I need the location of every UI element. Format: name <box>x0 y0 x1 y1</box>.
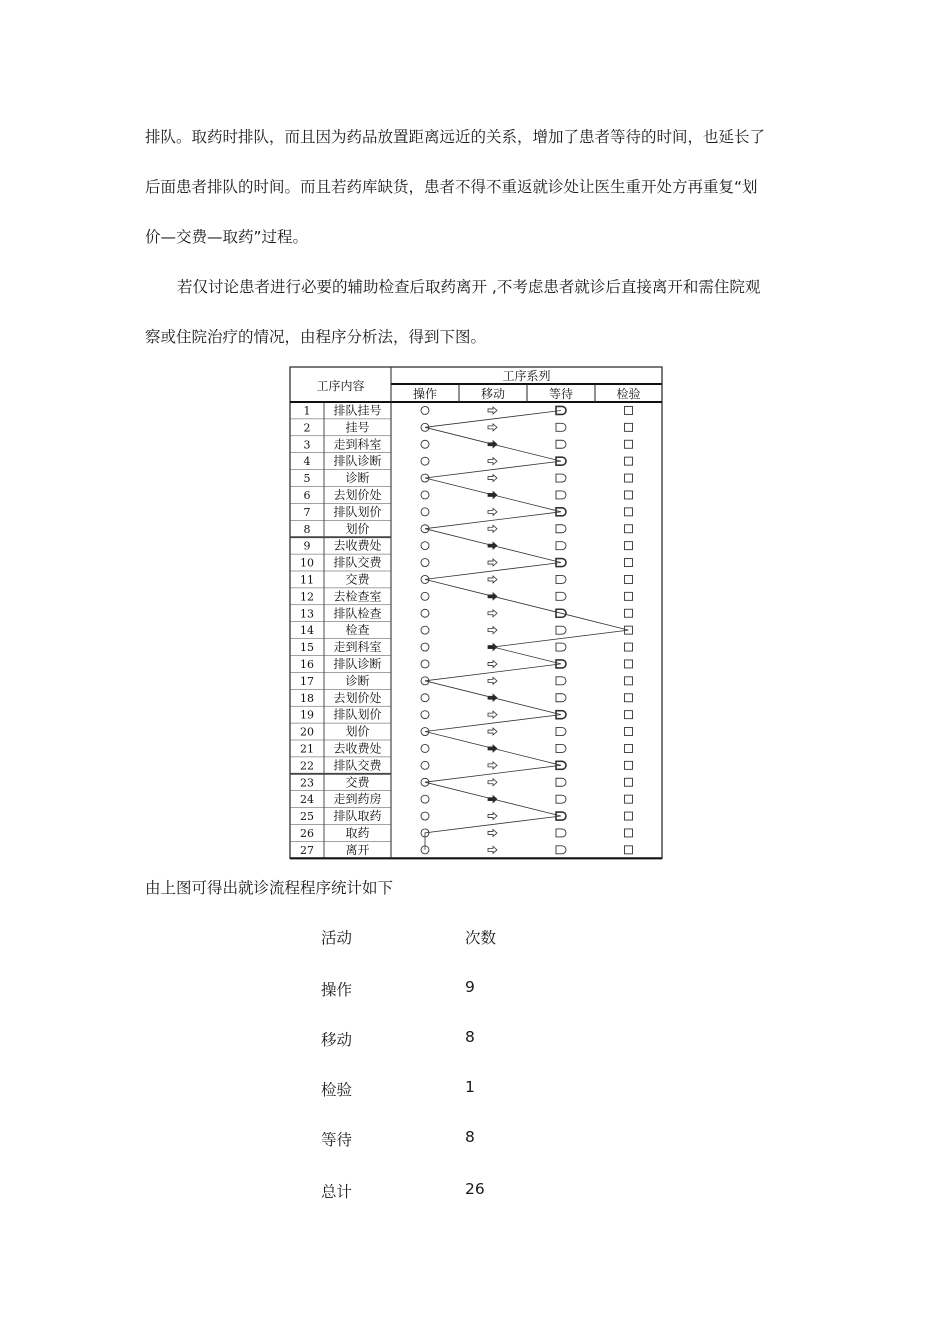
step-name: 去收费处 <box>333 538 382 553</box>
wait-symbol <box>556 440 566 448</box>
inspection-symbol <box>625 406 633 414</box>
wait-symbol <box>556 575 566 583</box>
operation-symbol <box>421 508 429 516</box>
inspection-symbol <box>625 592 633 600</box>
inspection-symbol <box>625 525 633 533</box>
step-number: 25 <box>300 810 314 824</box>
header-process-content: 工序内容 <box>316 379 365 393</box>
inspection-symbol <box>625 660 633 668</box>
step-number: 6 <box>303 488 311 502</box>
wait-symbol <box>556 626 566 634</box>
step-name: 排队检查 <box>333 606 382 621</box>
inspection-symbol <box>625 677 633 685</box>
step-number: 8 <box>303 522 311 536</box>
step-number: 3 <box>303 438 311 452</box>
operation-symbol <box>421 491 429 499</box>
wait-symbol <box>556 795 566 803</box>
stats-header-count: 次数 <box>465 929 497 947</box>
move-symbol <box>488 559 497 566</box>
stats-count: 1 <box>465 1078 475 1096</box>
move-symbol <box>488 829 497 836</box>
step-number: 18 <box>300 691 314 705</box>
operation-symbol <box>421 643 429 651</box>
paragraph-line: 价—交费—取药”过程。 <box>145 228 309 246</box>
wait-symbol <box>556 491 566 499</box>
stats-activity: 等待 <box>321 1131 353 1149</box>
step-name: 去划价处 <box>333 487 382 502</box>
move-symbol <box>488 779 497 786</box>
stats-count: 26 <box>465 1180 485 1198</box>
inspection-symbol <box>625 559 633 567</box>
inspection-symbol <box>625 575 633 583</box>
operation-symbol <box>421 626 429 634</box>
inspection-symbol <box>625 609 633 617</box>
stats-header-activity: 活动 <box>321 929 353 947</box>
inspection-symbol <box>625 423 633 431</box>
step-number: 7 <box>303 505 311 519</box>
stats-activity: 检验 <box>321 1081 353 1099</box>
step-name: 交费 <box>345 775 370 790</box>
move-symbol <box>488 458 497 465</box>
step-number: 10 <box>300 556 314 570</box>
move-symbol <box>488 610 497 617</box>
step-number: 16 <box>300 657 314 671</box>
step-number: 2 <box>303 421 311 435</box>
step-name: 排队交费 <box>333 758 382 773</box>
step-number: 26 <box>300 826 314 840</box>
inspection-symbol <box>625 761 633 769</box>
step-name: 诊断 <box>345 673 370 688</box>
step-number: 20 <box>300 725 314 739</box>
inspection-symbol <box>625 508 633 516</box>
paragraph-line: 排队。取药时排队，而且因为药品放置距离远近的关系，增加了患者等待的时间，也延长了 <box>145 128 766 146</box>
step-number: 27 <box>300 843 314 857</box>
inspection-symbol <box>625 694 633 702</box>
move-symbol <box>488 728 497 735</box>
operation-symbol <box>421 406 429 414</box>
step-name: 诊断 <box>345 471 370 486</box>
step-number: 4 <box>303 455 311 469</box>
wait-symbol <box>556 525 566 533</box>
wait-symbol <box>556 744 566 752</box>
operation-symbol <box>421 440 429 448</box>
paragraph-line: 若仅讨论患者进行必要的辅助检查后取药离开 ,不考虑患者就诊后直接离开和需住院观 <box>177 278 761 296</box>
stats-count: 8 <box>465 1028 475 1046</box>
move-symbol <box>488 846 497 853</box>
move-symbol <box>488 677 497 684</box>
inspection-symbol <box>625 643 633 651</box>
wait-symbol <box>556 829 566 837</box>
step-number: 23 <box>300 776 314 790</box>
stats-count: 9 <box>465 978 475 996</box>
inspection-symbol <box>625 829 633 837</box>
step-name: 挂号 <box>345 420 370 435</box>
stats-activity: 操作 <box>321 981 353 999</box>
inspection-symbol <box>625 744 633 752</box>
column-header: 检验 <box>616 387 641 401</box>
move-symbol <box>488 813 497 820</box>
paragraph-line: 后面患者排队的时间。而且若药库缺货，患者不得不重返就诊处让医生重开处方再重复“划 <box>145 178 758 196</box>
step-name: 走到科室 <box>333 437 382 452</box>
operation-symbol <box>421 660 429 668</box>
step-number: 1 <box>303 404 311 418</box>
move-symbol <box>488 576 497 583</box>
process-flow-chart <box>287 364 664 860</box>
column-header: 操作 <box>412 387 438 401</box>
step-number: 22 <box>300 759 314 773</box>
inspection-symbol <box>625 795 633 803</box>
wait-symbol <box>556 542 566 550</box>
move-symbol <box>488 424 497 431</box>
inspection-symbol <box>625 812 633 820</box>
move-symbol <box>488 525 497 532</box>
step-name: 划价 <box>345 521 370 536</box>
step-name: 排队诊断 <box>333 656 382 671</box>
move-symbol <box>488 627 497 634</box>
inspection-symbol <box>625 846 633 854</box>
step-number: 17 <box>300 674 314 688</box>
step-number: 24 <box>300 793 314 807</box>
wait-symbol <box>556 474 566 482</box>
operation-symbol <box>421 542 429 550</box>
step-name: 划价 <box>345 724 370 739</box>
move-symbol <box>488 508 497 515</box>
operation-symbol <box>421 694 429 702</box>
step-name: 取药 <box>345 825 370 840</box>
operation-symbol <box>421 761 429 769</box>
step-name: 去检查室 <box>333 589 382 604</box>
step-name: 去收费处 <box>333 741 382 756</box>
step-name: 排队挂号 <box>333 403 382 418</box>
move-symbol <box>488 475 497 482</box>
inspection-symbol <box>625 474 633 482</box>
wait-symbol <box>556 643 566 651</box>
stats-activity: 移动 <box>321 1031 353 1049</box>
process-flow-line <box>425 411 629 850</box>
step-number: 21 <box>300 742 314 756</box>
operation-symbol <box>421 744 429 752</box>
step-name: 排队划价 <box>333 707 382 722</box>
step-name: 排队诊断 <box>333 454 382 469</box>
operation-symbol <box>421 559 429 567</box>
step-number: 13 <box>300 607 314 621</box>
move-symbol <box>488 660 497 667</box>
operation-symbol <box>421 609 429 617</box>
step-number: 12 <box>300 590 314 604</box>
wait-symbol <box>556 423 566 431</box>
inspection-symbol <box>625 491 633 499</box>
step-number: 9 <box>303 539 311 553</box>
inspection-symbol <box>625 457 633 465</box>
inspection-symbol <box>625 440 633 448</box>
step-name: 交费 <box>345 572 370 587</box>
step-number: 14 <box>300 624 314 638</box>
step-number: 15 <box>300 641 314 655</box>
step-name: 走到药房 <box>333 792 382 807</box>
stats-caption: 由上图可得出就诊流程程序统计如下 <box>145 879 394 897</box>
wait-symbol <box>556 728 566 736</box>
stats-activity: 总计 <box>321 1183 353 1201</box>
column-header: 等待 <box>548 387 574 401</box>
wait-symbol <box>556 677 566 685</box>
step-name: 排队划价 <box>333 504 382 519</box>
operation-symbol <box>421 457 429 465</box>
operation-symbol <box>421 592 429 600</box>
move-symbol <box>488 711 497 718</box>
step-name: 离开 <box>345 842 370 857</box>
inspection-symbol <box>625 728 633 736</box>
operation-symbol <box>421 812 429 820</box>
wait-symbol <box>556 694 566 702</box>
inspection-symbol <box>625 711 633 719</box>
step-number: 5 <box>303 472 311 486</box>
step-name: 去划价处 <box>333 690 382 705</box>
wait-symbol <box>556 592 566 600</box>
step-name: 排队交费 <box>333 555 382 570</box>
wait-symbol <box>556 406 566 414</box>
step-name: 排队取药 <box>333 809 382 824</box>
move-symbol <box>488 762 497 769</box>
inspection-symbol <box>625 778 633 786</box>
inspection-symbol <box>625 542 633 550</box>
paragraph-line: 察或住院治疗的情况，由程序分析法，得到下图。 <box>145 328 487 346</box>
wait-symbol <box>556 778 566 786</box>
operation-symbol <box>421 711 429 719</box>
operation-symbol <box>421 795 429 803</box>
move-symbol <box>488 407 497 414</box>
wait-symbol <box>556 846 566 854</box>
step-number: 11 <box>300 573 314 587</box>
step-name: 检查 <box>345 623 370 638</box>
header-process-series: 工序系列 <box>502 369 551 383</box>
stats-count: 8 <box>465 1128 475 1146</box>
step-name: 走到科室 <box>333 640 382 655</box>
column-header: 移动 <box>480 387 506 401</box>
step-number: 19 <box>300 708 314 722</box>
